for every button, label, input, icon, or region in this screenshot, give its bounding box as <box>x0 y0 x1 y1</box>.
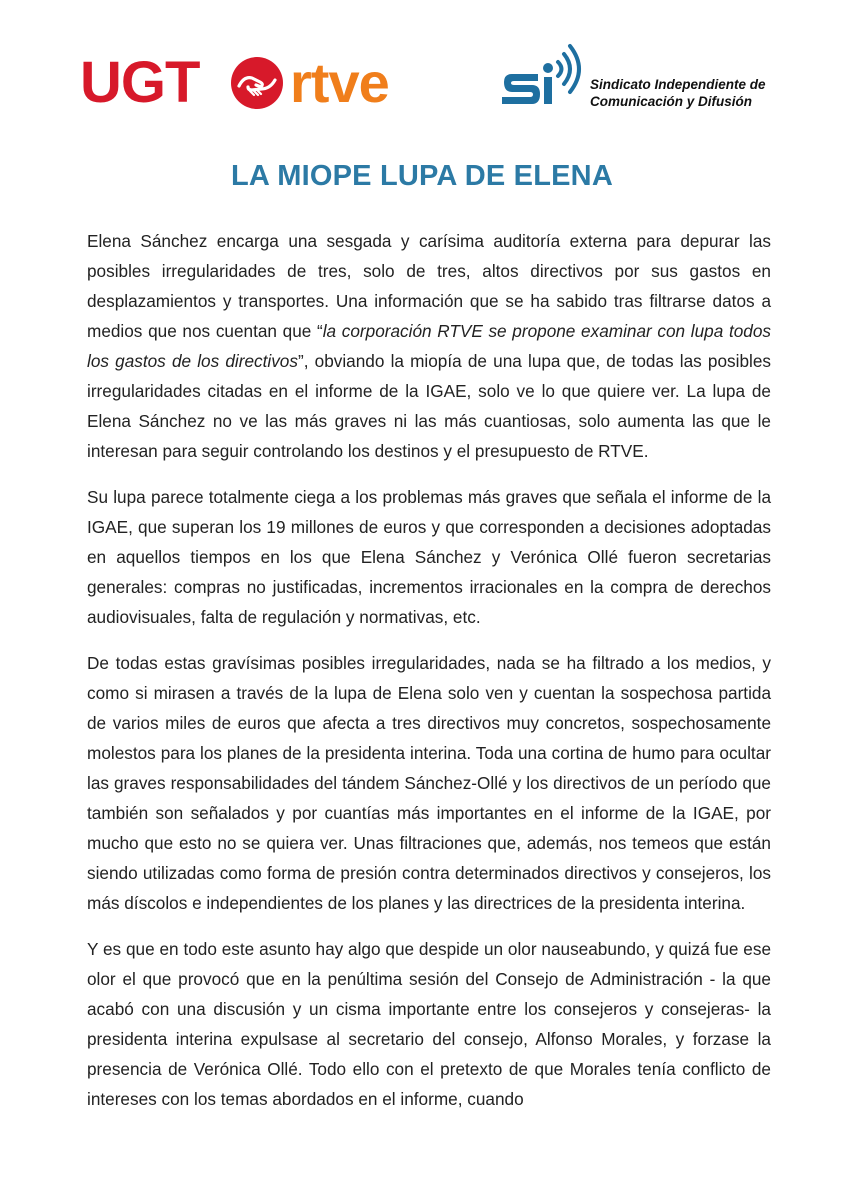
handshake-icon <box>230 56 284 110</box>
ugt-logo-text: UGT <box>80 50 200 115</box>
document-body <box>87 226 771 1130</box>
letterhead <box>0 0 844 150</box>
rtve-logo-text: rtve <box>290 51 389 114</box>
page-title: LA MIOPE LUPA DE ELENA <box>231 160 613 192</box>
paragraph-2: Su lupa parece totalmente ciega a los problemas más graves que señala el informe de la IGAE, que superan los 19 millones de euros y que corresponden a decisiones adoptadas en aquellos tiempos en los que Elena Sánchez y Verónica Ollé fueron secretarias generales: compras no justificadas, incrementos irracionales en la compra de derechos audiovisuales, falta de regulación y normativas, etc. <box>87 487 771 627</box>
paragraph-1 <box>87 226 771 466</box>
si-logo <box>498 42 778 120</box>
ugt-rtve-logo <box>80 50 410 116</box>
paragraph-4: Y es que en todo este asunto hay algo que despide un olor nauseabundo, y quizá fue ese olor el que provocó que en la penúltima sesión del Consejo de Administración - la que acabó con una discusión y un cisma importante entre los consejeros y consejeras- la presidenta interina expulsase al secretario del consejo, Alfonso Morales, y forzase la presencia de Verónica Ollé. Todo ello con el pretexto de que Morales tenía conflicto de intereses con los temas abordados en el informe, cuando <box>87 939 771 1109</box>
si-signal-mark-icon <box>498 42 593 120</box>
paragraph-1-quote: la corporación RTVE se propone examinar con lupa todos los gastos de los directivos <box>87 321 772 371</box>
si-logo-text: Sindicato Independiente de Comunicación y Difusión <box>590 77 766 109</box>
paragraph-3: De todas estas gravísimas posibles irregularidades, nada se ha filtrado a los medios, y como si mirasen a través de la lupa de Elena solo ven y cuentan la sospechosa partida de varios miles de euros que afecta a tres directivos muy concretos, sospechosamente molestos para los planes de la presidenta interina. Toda una cortina de humo para ocultar las graves responsabilidades del tándem Sánchez-Ollé y los directivos de un período que también son señalados y por cuantías más importantes en el informe de la IGAE, por mucho que esto no se quiera ver. Unas filtraciones que, además, nos temeos que están siendo utilizadas como forma de presión contra determinados directivos y consejeros, los más díscolos e independientes de los planes y las directrices de la presidenta interina. <box>87 653 771 913</box>
paragraph-1-text-start: Elena Sánchez encarga una sesgada y carísima auditoría externa para depurar las posibles irregularidades de tres, solo de tres, altos directivos por sus gastos en desplazamientos y transportes. Una información que se ha sabido tras filtrarse datos a medios que nos cuentan que “ <box>87 231 771 341</box>
paragraph-1-text-end: ”, obviando la miopía de una lupa que, de todas las posibles irregularidades citadas en el informe de la IGAE, solo ve lo que quiere ver. La lupa de Elena Sánchez no ve las más graves ni las más cuantiosas, solo aumenta las que le interesan para seguir controlando los destinos y el presupuesto de RTVE. <box>87 351 771 461</box>
